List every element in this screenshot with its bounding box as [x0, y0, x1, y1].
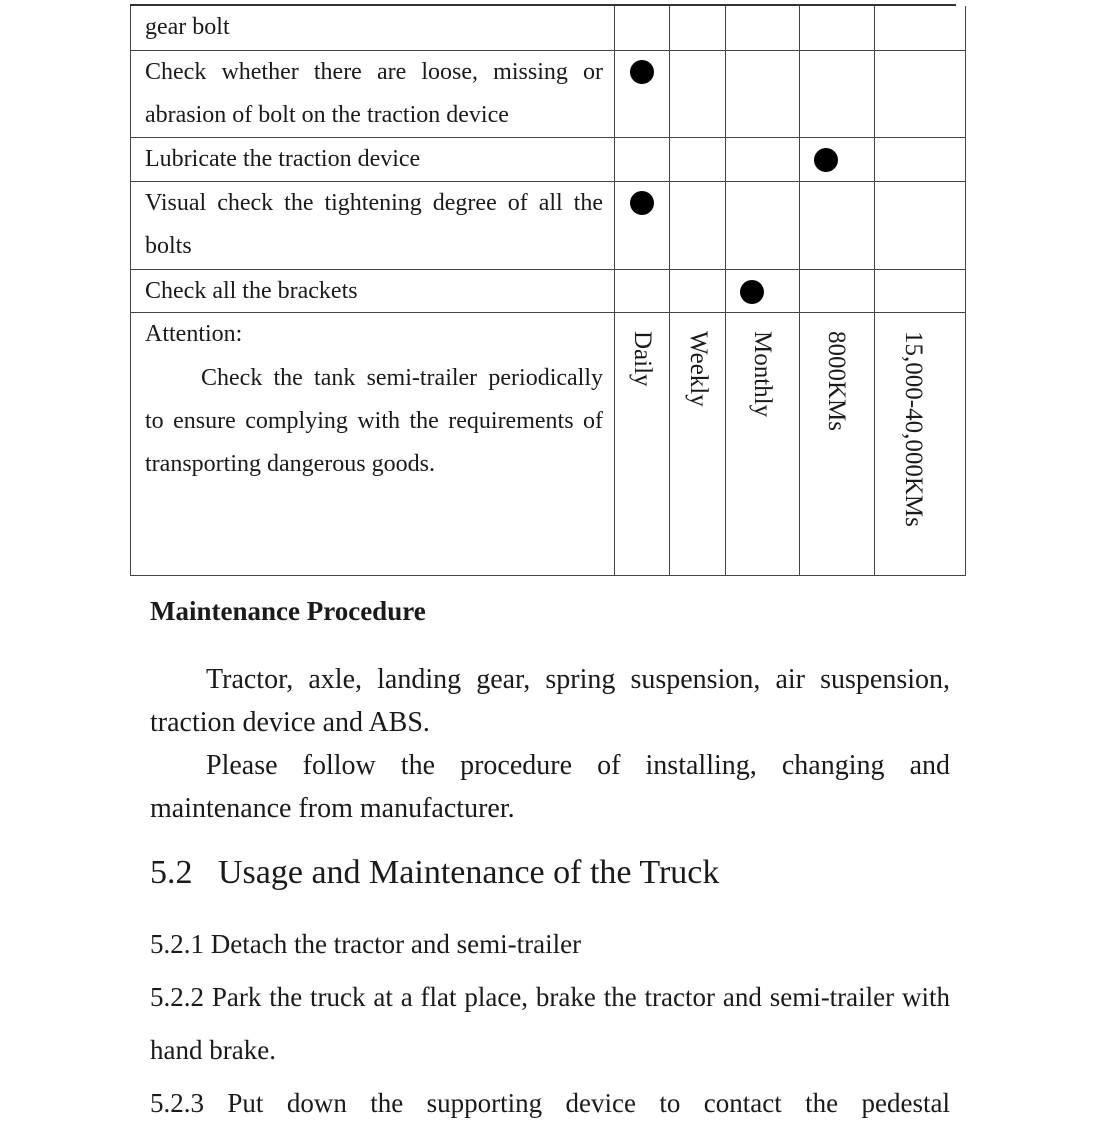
- table-row: [130, 182, 966, 270]
- mark-8000kms: [814, 148, 838, 172]
- header-daily: Daily: [629, 331, 656, 387]
- table-row: [130, 138, 966, 182]
- section-title: Usage and Maintenance of the Truck: [218, 854, 720, 891]
- step-5-2-3: 5.2.3 Put down the supporting device to contact the pedestal: [150, 1088, 950, 1118]
- item-text: Lubricate the traction device: [145, 146, 421, 172]
- table-row: [130, 51, 966, 138]
- item-text: Check whether there are loose, missing or abrasion of bolt on the traction device: [145, 59, 603, 128]
- header-15000-40000kms: 15,000-40,000KMs: [900, 331, 927, 527]
- section-number: 5.2: [150, 854, 193, 891]
- step-5-2-2: 5.2.2 Park the truck at a flat place, brake the tractor and semi-trailer with hand brake.: [150, 982, 950, 1065]
- header-monthly: Monthly: [749, 331, 776, 418]
- procedure-paragraph-1: Tractor, axle, landing gear, spring suspension, air suspension, traction device and ABS.: [150, 664, 950, 738]
- maintenance-procedure-heading: Maintenance Procedure: [150, 596, 426, 626]
- item-text: gear bolt: [145, 14, 230, 40]
- mark-daily: [630, 191, 654, 215]
- table-row: [130, 270, 966, 313]
- item-text: Check all the brackets: [145, 278, 358, 304]
- mark-daily: [630, 60, 654, 84]
- attention-row: [130, 313, 966, 576]
- procedure-paragraph-2: Please follow the procedure of installing, changing and maintenance from manufacturer.: [150, 750, 950, 824]
- step-5-2-1: 5.2.1 Detach the tractor and semi-trailer: [150, 929, 582, 959]
- attention-label: Attention:: [145, 321, 243, 347]
- header-8000kms: 8000KMs: [823, 331, 850, 432]
- section-heading: [150, 854, 719, 892]
- mark-monthly: [740, 280, 764, 304]
- table-row: [130, 6, 966, 51]
- attention-text: Check the tank semi-trailer periodically to ensure complying with the requirements of transporting dangerous goods.: [145, 365, 603, 477]
- header-weekly: Weekly: [685, 331, 712, 407]
- item-text: Visual check the tightening degree of all the bolts: [145, 190, 603, 259]
